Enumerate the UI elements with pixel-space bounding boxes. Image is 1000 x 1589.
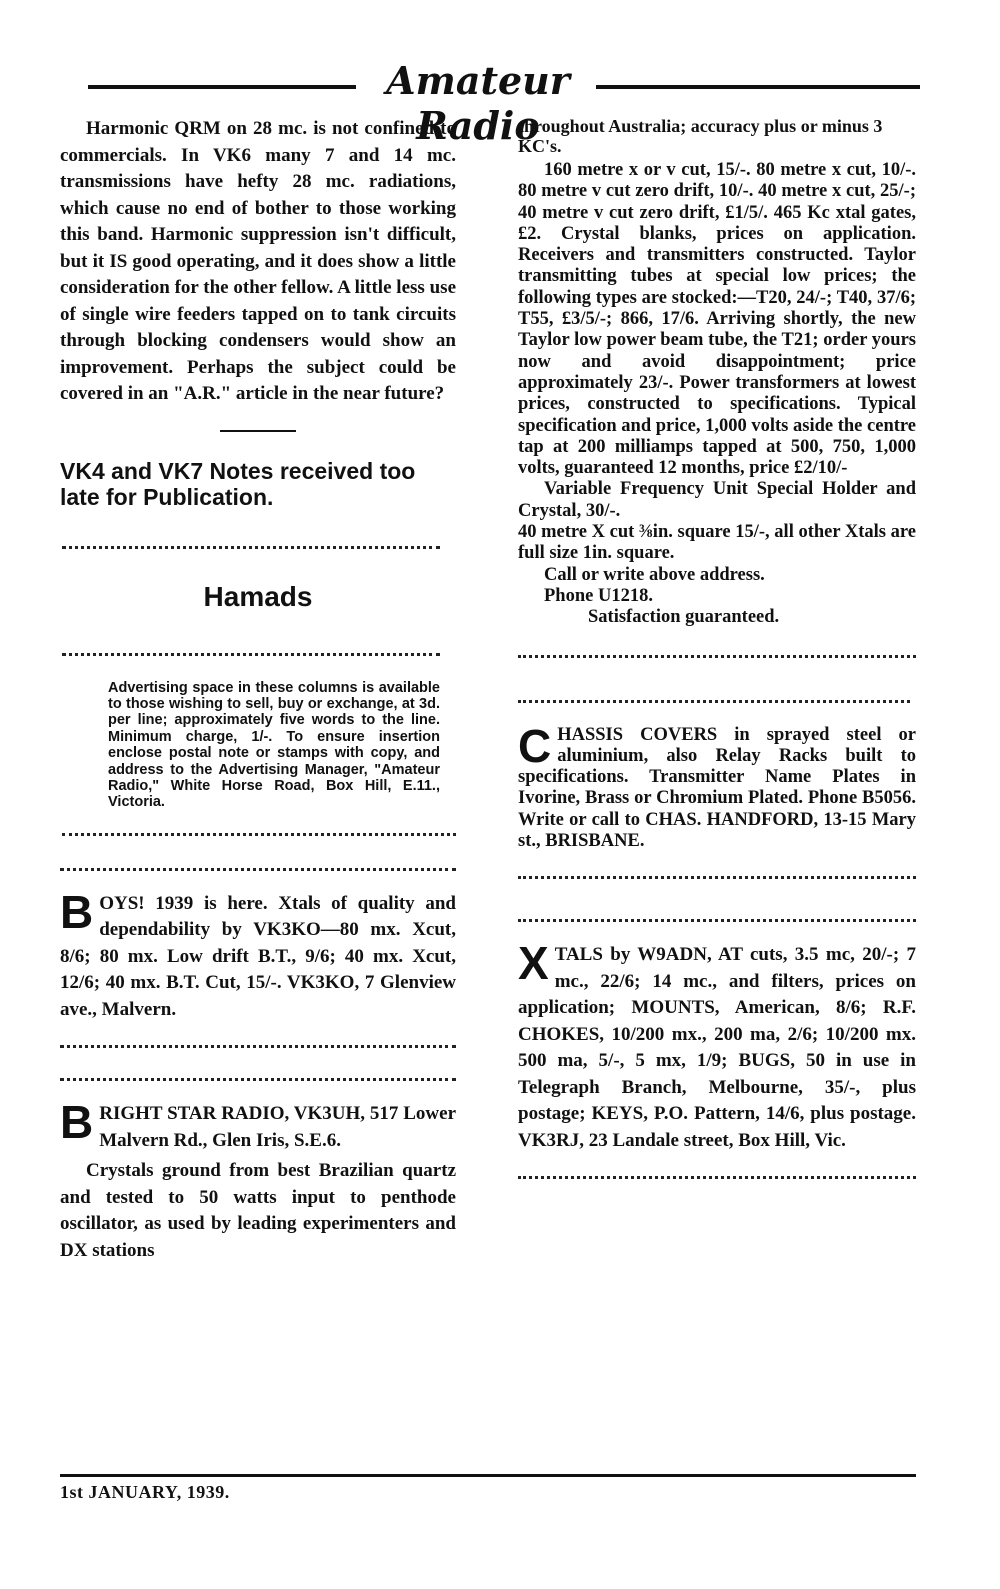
section-divider [220,430,296,432]
advertising-rates-notice: Advertising space in these columns is available to those wishing to sell, buy or exchange, at 3d. per line; approximately five words to the line. Minimum charge, 1/-. To ensure insertion enclose postal note or stamps with copy, and address to the Advertising Manager, "Amateur Radio," White Horse Road, Box Hill, E.11., Victoria. [108,679,440,811]
dotted-divider [518,655,916,658]
call-or-write: Call or write above address. [544,564,765,585]
harmonic-qrm-paragraph: Harmonic QRM on 28 mc. is not confined to commercials. In VK6 many 7 and 14 mc. transmissions have hefty 28 mc. radiations, which cause no end of bother to those working this band. Harmonic suppression isn't difficult, but it IS good operating, and it does show a little consideration for the other fellow. A little less use of single wire feeders tapped on to tank circuits through blocking condensers would show an improvement. Perhaps the subject could be covered in an "A.R." article in the near future? [60,118,456,404]
ad-vk3ko-text: OYS! 1939 is here. Xtals of quality and dependability by VK3KO—80 mx. Xcut, 8/6; 80 mx. Low drift B.T., 9/6; 40 mx. Xcut, 12/6; 40 mx. B.T. Cut, 15/-. VK3KO, 7 Glenview ave., Malvern. [60,892,456,1020]
dotted-divider [62,653,440,656]
dotted-divider [518,700,910,703]
bright-star-price-list: 160 metre x or v cut, 15/-. 80 metre x cut, 10/-. 80 metre v cut zero drift, 10/-. 40 metre x cut, 25/-; 40 metre v cut zero drift, £1/5/. 465 Kc xtal gates, £2. Crystal blanks, prices on application. Receivers and transmitters constructed. Taylor transmitting tubes at special low prices; the following types are stocked:—T20, 24/-; T40, 37/6; T55, £3/5/-; 866, 17/6. Arriving shortly, the new Taylor low power beam tube, the T21; order yours now and avoid disappointment; price approximately 23/-. Power transformers at lowest prices, constructed to specifications. Typical specification and price, 1,000 volts aside the centre tap at 200 milliamps tapped at 500, 750, 1,000 volts, guaranteed 12 months, price £2/10/- [518,160,916,479]
hamads-heading: Hamads [203,580,313,612]
issue-date: 1st JANUARY, 1939. [60,1482,230,1502]
ad-bright-star-radio [60,1096,456,1154]
masthead-rule-right [596,85,920,89]
forty-metre-xtals: 40 metre X cut ⅜in. square 15/-, all other Xtals are full size 1in. square. [518,522,916,564]
drop-cap: B [60,885,94,938]
dotted-divider [518,876,916,879]
ad-vk3ko-xtals [60,885,456,1024]
dotted-divider [518,1176,916,1179]
ad-bright-star-address: RIGHT STAR RADIO, VK3UH, 517 Lower Malvern Rd., Glen Iris, S.E.6. [99,1103,456,1151]
ad-chassis-text: HASSIS COVERS in sprayed steel or aluminium, also Relay Racks built to specifications. Transmitter Name Plates in Ivorine, Brass or Chromium Plated. Phone B5056. Write or call to CHAS. HANDFORD, 13-15 Mary st., BRISBANE. [518,724,916,852]
dotted-divider [518,919,916,922]
phone-number: Phone U1218. [544,585,653,606]
ad-bright-star-crystals: Crystals ground from best Brazilian quartz and tested to 50 watts input to penthode oscillator, as used by leading experimenters and DX stations [60,1160,456,1261]
late-notes-notice: VK4 and VK7 Notes received too late for Publication. [60,457,416,510]
footer-rule [60,1474,916,1477]
dotted-divider [62,833,456,836]
ad-chassis-covers [518,719,916,853]
bright-star-continued: throughout Australia; accuracy plus or minus 3 KC's. [518,116,883,156]
masthead-title: Amateur Radio [386,58,570,148]
ad-xtals-text: TALS by W9ADN, AT cuts, 3.5 mc, 20/-; 7 mc., 22/6; 14 mc., and filters, prices on application; MOUNTS, American, 8/6; R.F. CHOKES, 10/200 mx., 200 ma, 2/6; 10/200 mx. 500 ma, 5/-, 5 mx, 1/9; BUGS, 50 in use in Telegraph Branch, Melbourne, 35/-, plus postage; KEYS, P.O. Pattern, 14/6, plus postage. VK3RJ, 23 Landale street, Box Hill, Vic. [518,944,916,1151]
variable-frequency-unit: Variable Frequency Unit Special Holder and Crystal, 30/-. [518,479,916,521]
satisfaction-guaranteed: Satisfaction guaranteed. [588,607,780,628]
dotted-divider [62,546,440,549]
dotted-divider [60,1078,456,1081]
drop-cap: B [60,1096,94,1149]
dotted-divider [60,868,456,871]
masthead-rule-left [88,85,356,89]
ad-xtals-w9adn [518,937,916,1154]
right-column [518,116,916,1179]
drop-cap: C [518,719,552,772]
left-column [60,116,456,1264]
drop-cap: X [518,937,549,990]
dotted-divider [60,1045,456,1048]
